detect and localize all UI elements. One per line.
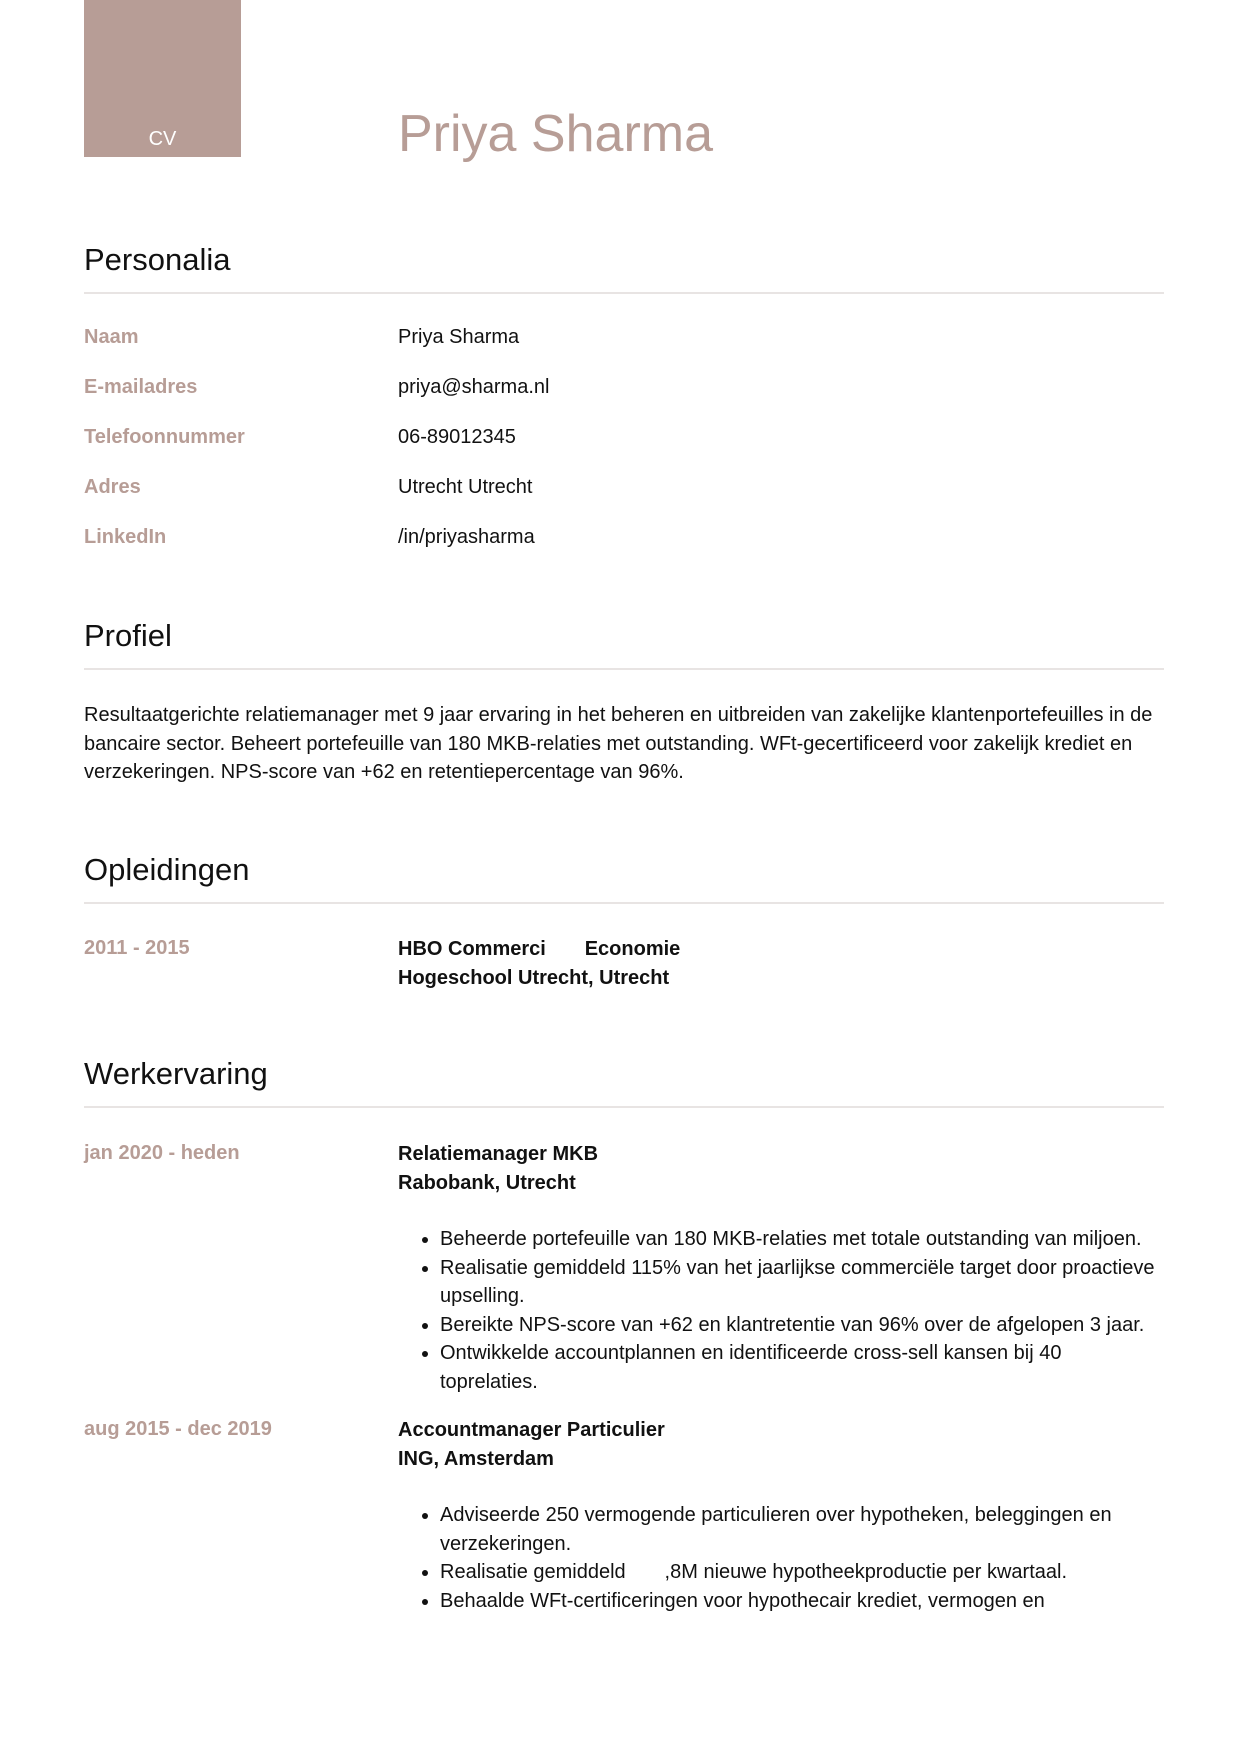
job-company: Rabobank, Utrecht (398, 1171, 576, 1194)
job-period: aug 2015 - dec 2019 (84, 1418, 272, 1440)
personalia-row-adres (84, 476, 1164, 526)
personalia-label: E-mailadres (84, 376, 198, 398)
job-role: Accountmanager Particulier (398, 1419, 665, 1441)
personalia-row-linkedin (84, 526, 1164, 576)
personalia-row-telefoon (84, 426, 1164, 476)
list-item: • Behaalde WFt-certificeringen voor hypothecair krediet, vermogen en (440, 1587, 1162, 1616)
personalia-section (84, 242, 1164, 576)
personalia-value: priya@sharma.nl (398, 376, 550, 398)
list-item: • Realisatie gemiddeld 115% van het jaarlijkse commerciële target door proactieve upselling. (440, 1254, 1162, 1311)
job-company: ING, Amsterdam (398, 1447, 554, 1470)
job-period: jan 2020 - heden (84, 1142, 240, 1164)
personalia-label: LinkedIn (84, 526, 167, 548)
personalia-value: Priya Sharma (398, 326, 520, 348)
job-bullets (398, 1501, 1162, 1615)
opleidingen-section (84, 852, 1164, 1005)
profiel-section (84, 618, 1164, 787)
list-item: • Beheerde portefeuille van 180 MKB-relaties met totale outstanding van miljoen. (440, 1225, 1162, 1254)
education-school: Hogeschool Utrecht, Utrecht (398, 967, 670, 989)
profiel-title: Profiel (84, 618, 1164, 670)
list-item: • Adviseerde 250 vermogende particulieren over hypotheken, beleggingen en verzekeringen. (440, 1501, 1162, 1558)
job-item (84, 1140, 1164, 1396)
personalia-label: Naam (84, 326, 139, 348)
education-degree: HBO Commerci Economie (398, 938, 681, 960)
personalia-value: /in/priyasharma (398, 526, 535, 548)
list-item: • Bereikte NPS-score van +62 en klantretentie van 96% over de afgelopen 3 jaar. (440, 1311, 1162, 1340)
werkervaring-title: Werkervaring (84, 1056, 1164, 1108)
personalia-row-naam (84, 326, 1164, 376)
werkervaring-section (84, 1056, 1164, 1615)
page-title: Priya Sharma (398, 105, 713, 163)
personalia-row-email (84, 376, 1164, 426)
list-item: • Ontwikkelde accountplannen en identificeerde cross-sell kansen bij 40 toprelaties. (440, 1339, 1162, 1396)
personalia-value: 06-89012345 (398, 426, 516, 448)
cv-badge: CV (84, 0, 241, 157)
personalia-list (84, 326, 1164, 576)
opleidingen-title: Opleidingen (84, 852, 1164, 904)
job-bullets (398, 1225, 1162, 1396)
education-details (398, 935, 680, 993)
personalia-label: Telefoonnummer (84, 426, 245, 448)
personalia-value: Utrecht Utrecht (398, 476, 533, 498)
job-role: Relatiemanager MKB (398, 1143, 599, 1165)
list-item: • Realisatie gemiddeld ,8M nieuwe hypotheekproductie per kwartaal. (440, 1558, 1162, 1587)
profiel-text: Resultaatgerichte relatiemanager met 9 jaar ervaring in het beheren en uitbreiden van zakelijke klantenportefeuilles in de bancaire sector. Beheert portefeuille van 180 MKB-relaties met outstanding. WFt-gecertificeerd voor zakelijk krediet en verzekeringen. NPS-score van +62 en retentiepercentage van 96%. (84, 704, 1153, 783)
personalia-title: Personalia (84, 242, 1164, 294)
education-period: 2011 - 2015 (84, 937, 190, 959)
job-item (84, 1416, 1164, 1615)
education-item (84, 935, 1164, 1005)
personalia-label: Adres (84, 476, 141, 498)
